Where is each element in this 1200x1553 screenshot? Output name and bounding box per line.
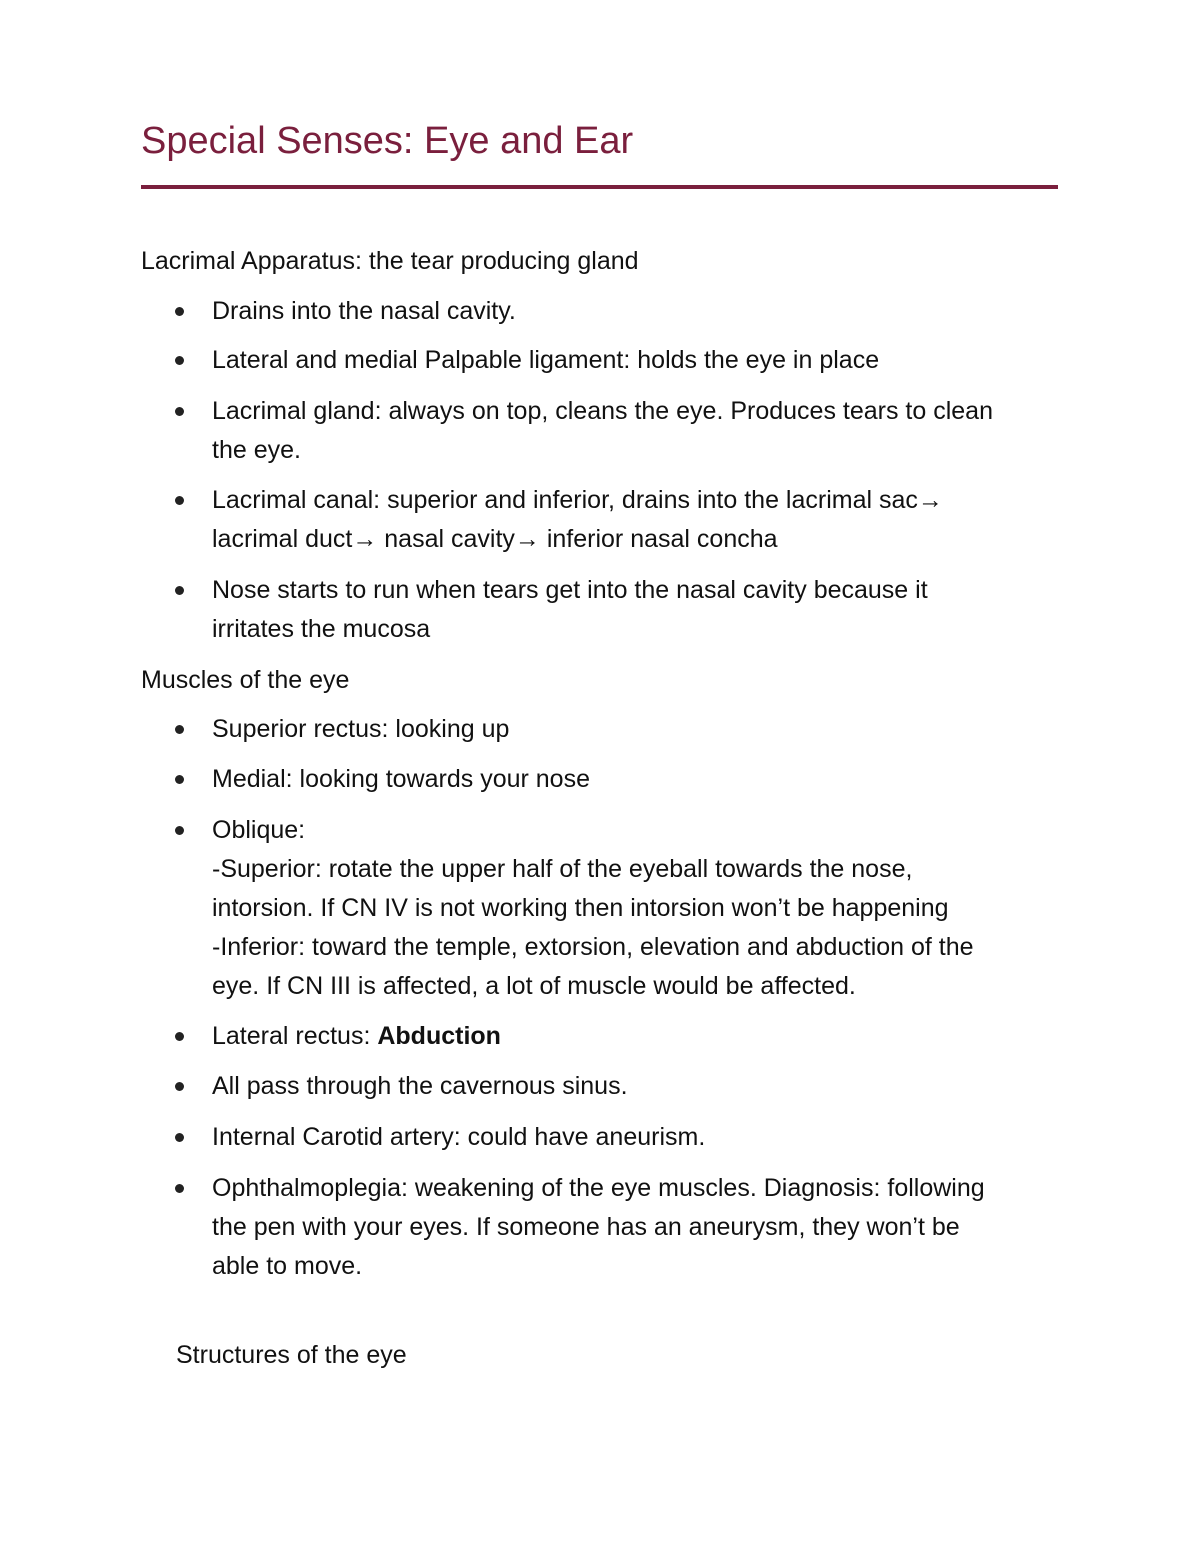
section-heading-lacrimal: Lacrimal Apparatus: the tear producing gland: [141, 247, 639, 275]
page-title: Special Senses: Eye and Ear: [141, 120, 634, 162]
arrow-right-icon: →: [514, 525, 540, 553]
list-item: All pass through the cavernous sinus.: [212, 1067, 1062, 1106]
bullet-icon: [175, 586, 184, 595]
list-item: Medial: looking towards your nose: [212, 760, 1062, 799]
arrow-right-icon: →: [917, 486, 943, 514]
list-item: Superior rectus: looking up: [212, 710, 1062, 749]
list-item: Lacrimal gland: always on top, cleans the eye. Produces tears to clean the eye.: [212, 392, 1062, 470]
section-heading-muscles: Muscles of the eye: [141, 666, 350, 694]
bullet-icon: [175, 496, 184, 505]
section-heading-structures: Structures of the eye: [176, 1341, 407, 1369]
bullet-icon: [175, 1082, 184, 1091]
bullet-icon: [175, 356, 184, 365]
list-item: Oblique: -Superior: rotate the upper half of the eyeball towards the nose, intorsion. If CN IV is not working then intorsion won’t be happening -Inferior: toward the temple, extorsion, elevation and abduction of the eye. If CN III is affected, a lot of muscle would be affected.: [212, 811, 1062, 1006]
list-item: Internal Carotid artery: could have aneurism.: [212, 1118, 1062, 1157]
title-divider: [141, 185, 1058, 189]
bullet-icon: [175, 725, 184, 734]
bullet-icon: [175, 826, 184, 835]
list-item: Lacrimal canal: superior and inferior, drains into the lacrimal sac→ lacrimal duct→ nasal cavity→ inferior nasal concha: [212, 481, 1062, 559]
bullet-icon: [175, 1133, 184, 1142]
list-item: Nose starts to run when tears get into the nasal cavity because it irritates the mucosa: [212, 571, 1062, 649]
list-item: Lateral and medial Palpable ligament: holds the eye in place: [212, 341, 1062, 380]
bullet-icon: [175, 307, 184, 316]
list-item: Lateral rectus: Abduction: [212, 1017, 1062, 1056]
bullet-icon: [175, 1184, 184, 1193]
arrow-right-icon: →: [352, 525, 378, 553]
list-item: Ophthalmoplegia: weakening of the eye muscles. Diagnosis: following the pen with your eyes. If someone has an aneurysm, they won’t be able to move.: [212, 1169, 1062, 1286]
bullet-icon: [175, 407, 184, 416]
bullet-icon: [175, 775, 184, 784]
bullet-icon: [175, 1032, 184, 1041]
list-item: Drains into the nasal cavity.: [212, 292, 1062, 331]
